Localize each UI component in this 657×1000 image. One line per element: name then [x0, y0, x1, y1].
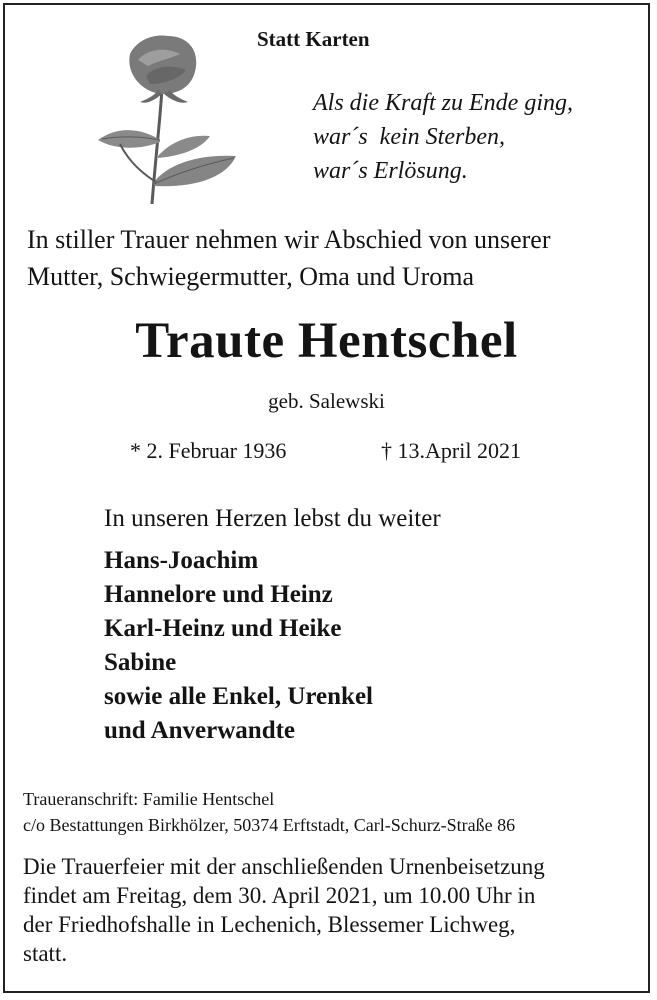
- mourning-address: [23, 786, 515, 838]
- intro-line: Mutter, Schwiegermutter, Oma und Uroma: [27, 262, 475, 291]
- address-line: c/o Bestattungen Birkhölzer, 50374 Erftstadt, Carl-Schurz-Straße 86: [23, 815, 516, 835]
- mourner-name: Hans-Joachim: [104, 547, 259, 574]
- mourner-name: Karl-Heinz und Heike: [104, 615, 342, 642]
- death-date: † 13.April 2021: [381, 438, 521, 463]
- mourners-intro: In unseren Herzen lebst du weiter: [104, 505, 441, 532]
- address-line: Traueranschrift: Familie Hentschel: [23, 789, 275, 809]
- mourner-name: Sabine: [104, 649, 177, 676]
- mourner-name: Hannelore und Heinz: [104, 581, 333, 608]
- ceremony-line: findet am Freitag, dem 30. April 2021, um 10.00 Uhr in: [23, 883, 536, 908]
- mourner-name: sowie alle Enkel, Urenkel: [104, 683, 373, 710]
- ceremony-line: der Friedhofshalle in Lechenich, Blessemer Lichweg,: [23, 912, 516, 937]
- memorial-quote: [313, 86, 573, 188]
- ceremony-info: [23, 852, 545, 968]
- ceremony-line: statt.: [23, 941, 68, 966]
- statt-karten-heading: Statt Karten: [257, 27, 370, 51]
- birth-name: geb. Salewski: [268, 389, 385, 413]
- intro-text: [27, 221, 551, 295]
- rose-icon: [90, 32, 240, 204]
- birth-date: * 2. Februar 1936: [130, 438, 287, 463]
- quote-line: war´s kein Sterben,: [313, 124, 505, 150]
- intro-line: In stiller Trauer nehmen wir Abschied von unserer: [27, 225, 551, 254]
- deceased-name: Traute Hentschel: [135, 313, 518, 369]
- mourners-list: [104, 544, 373, 748]
- quote-line: Als die Kraft zu Ende ging,: [313, 90, 573, 116]
- ceremony-line: Die Trauerfeier mit der anschließenden Urnenbeisetzung: [23, 854, 545, 879]
- quote-line: war´s Erlösung.: [313, 158, 468, 184]
- mourner-name: und Anverwandte: [104, 717, 296, 744]
